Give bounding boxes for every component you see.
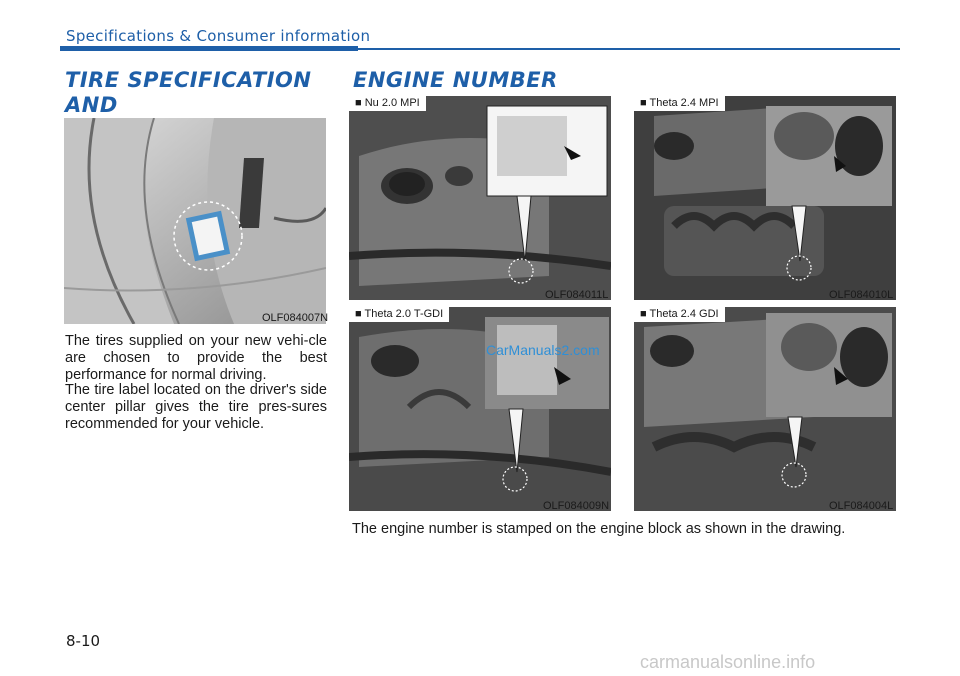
- engine-photo-theta-24-gdi: [634, 307, 896, 511]
- engine-photo-label: ■ Nu 2.0 MPI: [349, 96, 426, 111]
- engine-photo-code: OLF084004L: [829, 500, 894, 512]
- engine-photo-nu-20-mpi: [349, 96, 611, 300]
- section-header: Specifications & Consumer information: [66, 27, 371, 45]
- engine-photo-code: OLF084009N: [543, 500, 610, 512]
- engine-photo-label: ■ Theta 2.4 MPI: [634, 96, 725, 111]
- tire-paragraph-2: The tire label located on the driver's side center pillar gives the tire pres-sures recommended for your vehicle.: [65, 382, 327, 432]
- header-rule-thick: [60, 46, 358, 51]
- engine-photo-label: ■ Theta 2.0 T-GDI: [349, 307, 449, 322]
- engine-number-description: The engine number is stamped on the engine block as shown in the drawing.: [352, 521, 846, 537]
- tire-photo-code: OLF084007N: [262, 312, 329, 324]
- engine-photo-code: OLF084011L: [545, 289, 609, 301]
- tire-paragraph-1: The tires supplied on your new vehi-cle are chosen to provide the best performance for normal driving.: [65, 333, 327, 383]
- engine-photo-label: ■ Theta 2.4 GDI: [634, 307, 725, 322]
- header-rule-thin: [358, 48, 900, 50]
- tire-title-line1: TIRE SPECIFICATION AND: [65, 68, 312, 117]
- watermark-carmanuals2: CarManuals2.com: [486, 342, 600, 358]
- engine-photo-theta-20-tgdi: [349, 307, 611, 511]
- engine-section-title: ENGINE NUMBER: [353, 68, 558, 92]
- tire-label-photo: [64, 118, 329, 324]
- watermark-footer: carmanualsonline.info: [640, 652, 816, 672]
- engine-photo-code: OLF084010L: [829, 289, 894, 301]
- engine-photo-theta-24-mpi: [634, 96, 896, 300]
- page-number: 8-10: [66, 632, 101, 650]
